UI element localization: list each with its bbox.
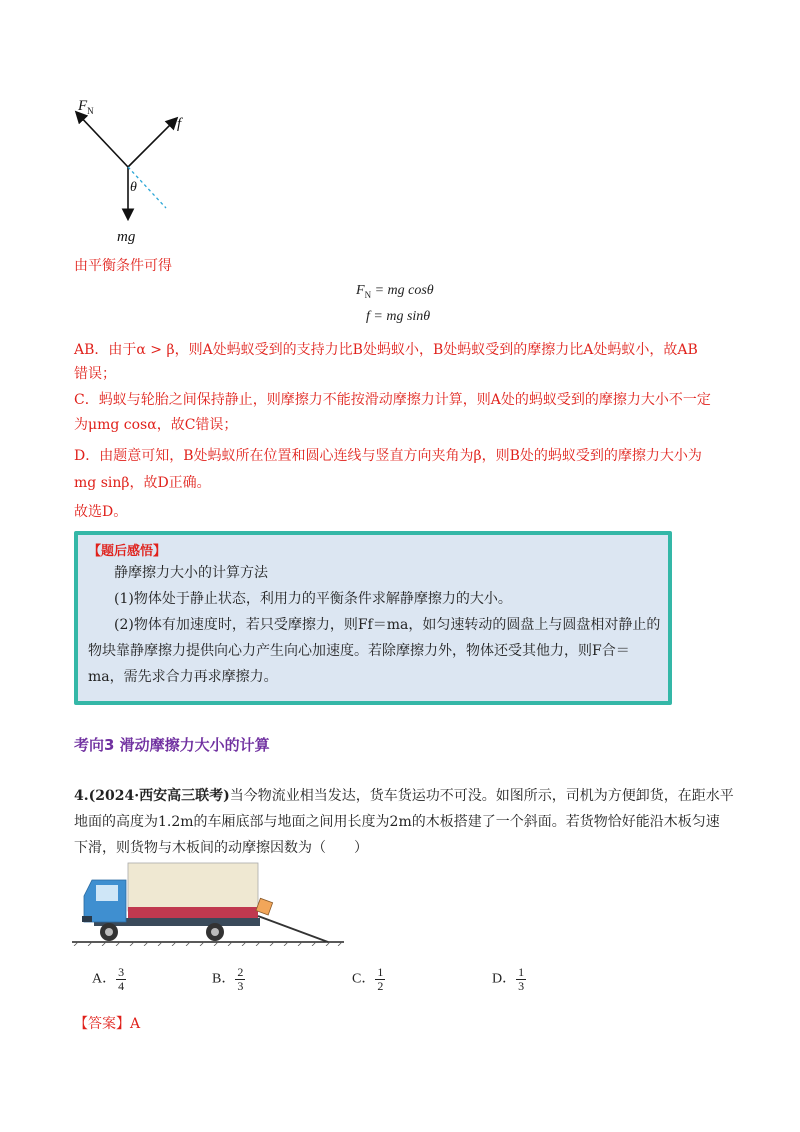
theta-label: θ bbox=[130, 180, 137, 195]
question-line-1: 4.(2024·西安高三联考)当今物流业相当发达，货车货运功不可没。如图所示，司机为方便卸货，在距水平 bbox=[74, 788, 734, 804]
option-b[interactable]: B． $\frac{2}{3}$ bbox=[212, 965, 244, 993]
insight-line-3: (2)物体有加速度时，若只受摩擦力，则Ff＝ma，如匀速转动的圆盘上与圆盘相对静止的 bbox=[114, 617, 661, 633]
option-c-analysis-1: C．蚂蚁与轮胎之间保持静止，则摩擦力不能按滑动摩擦力计算，则A处的蚂蚁受到的摩擦力大小不一定 bbox=[74, 392, 711, 408]
solution-conclusion: 故选D。 bbox=[74, 504, 128, 520]
truck-ramp-illustration bbox=[72, 858, 348, 946]
option-c[interactable]: C． $\frac{1}{2}$ bbox=[352, 965, 384, 993]
ramp-board bbox=[258, 916, 328, 942]
insight-line-4: 物块靠静摩擦力提供向心力产生向心加速度。若除摩擦力外，物体还受其他力，则F合＝ bbox=[88, 643, 630, 659]
option-ab-analysis-1: AB．由于α > β，则A处蚂蚁受到的支持力比B处蚂蚁小，B处蚂蚁受到的摩擦力比A处蚂蚁小，故AB bbox=[74, 342, 698, 358]
fn-label: $F_N$ bbox=[78, 98, 94, 116]
mg-label: mg bbox=[117, 229, 136, 245]
question-line-2: 地面的高度为1.2m的车厢底部与地面之间用长度为2m的木板搭建了一个斜面。若货物恰好能沿木板匀速 bbox=[74, 814, 720, 830]
insight-line-5: ma，需先求合力再求摩擦力。 bbox=[88, 669, 278, 685]
equation-normal: $F_N$ = mg cosθ bbox=[356, 283, 434, 300]
insight-line-2: (1)物体处于静止状态，利用力的平衡条件求解静摩擦力的大小。 bbox=[114, 591, 512, 607]
cargo-package bbox=[256, 898, 273, 915]
truck-window bbox=[96, 885, 118, 901]
solution-intro: 由平衡条件可得 bbox=[74, 258, 172, 274]
insight-box bbox=[74, 531, 672, 705]
question-source: 4.(2024·西安高三联考) bbox=[74, 788, 230, 804]
truck-cargo-box bbox=[128, 863, 258, 911]
option-d-analysis-2: mg sinβ，故D正确。 bbox=[74, 475, 211, 491]
answer-line: 【答案】A bbox=[74, 1016, 141, 1032]
normal-force-arrow bbox=[77, 113, 128, 167]
insight-line-1: 静摩擦力大小的计算方法 bbox=[114, 565, 268, 581]
option-d[interactable]: D． $\frac{1}{3}$ bbox=[492, 965, 525, 993]
section-heading: 考向3 滑动摩擦力大小的计算 bbox=[74, 736, 270, 754]
force-diagram bbox=[60, 90, 210, 250]
friction-force-arrow bbox=[128, 119, 176, 167]
question-line-3: 下滑，则货物与木板间的动摩擦因数为（ ） bbox=[74, 840, 368, 856]
option-c-analysis-2: 为μmg cosα，故C错误； bbox=[74, 417, 238, 433]
insight-tag: 【题后感悟】 bbox=[88, 544, 167, 559]
truck-stripe bbox=[128, 907, 258, 919]
option-d-analysis-1: D．由题意可知，B处蚂蚁所在位置和圆心连线与竖直方向夹角为β，则B处的蚂蚁受到的摩擦力大小为 bbox=[74, 448, 702, 464]
equation-friction: f = mg sinθ bbox=[366, 309, 431, 324]
option-ab-analysis-2: 错误； bbox=[74, 366, 116, 382]
f-label: f bbox=[177, 116, 182, 132]
option-a[interactable]: A． $\frac{3}{4}$ bbox=[92, 965, 125, 993]
